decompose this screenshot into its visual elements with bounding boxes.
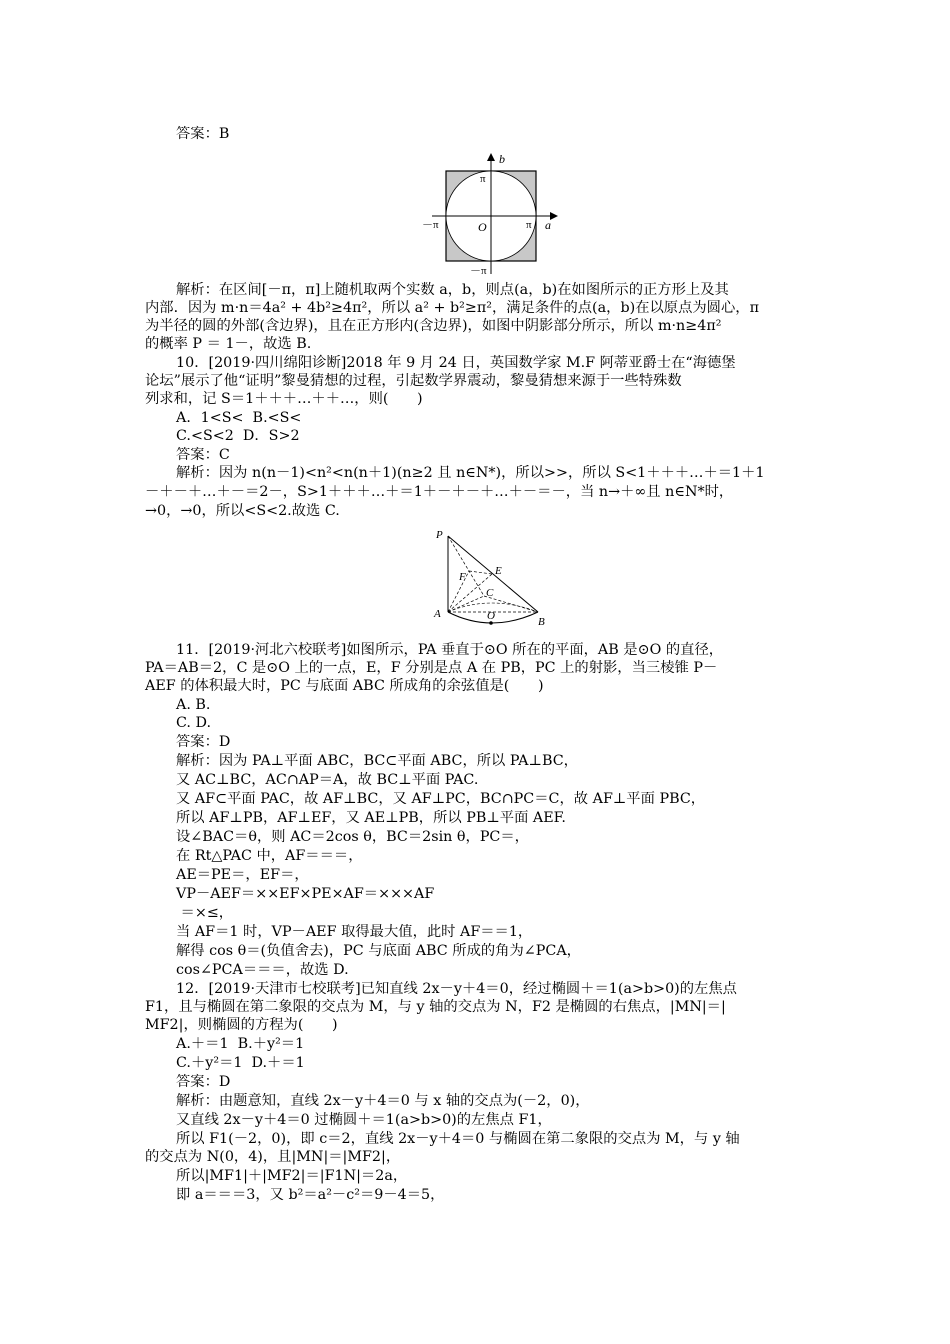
text-line-content: 所以|MF1|＋|MF2|＝|F1N|＝2a， — [176, 1168, 408, 1184]
text-line — [0, 125, 950, 143]
text-line — [0, 299, 950, 317]
text-line — [0, 317, 950, 335]
text-line — [0, 641, 950, 659]
label-A: A — [434, 608, 441, 620]
text-line — [0, 980, 950, 998]
text-line — [0, 281, 950, 299]
text-line — [0, 1186, 950, 1204]
text-line-content: cos∠PCA＝＝＝，故选 D. — [176, 962, 349, 978]
text-line — [0, 1073, 950, 1091]
text-line — [0, 1167, 950, 1185]
text-line-content: 11．[2019·河北六校联考]如图所示，PA 垂直于⊙O 所在的平面，AB 是⊙O 的直径， — [176, 642, 724, 658]
text-line-content: 为半径的圆的外部(含边界)，且在正方形内(含边界)，如图中阴影部分所示，所以 m·n≥4π² — [145, 318, 722, 334]
text-line-content: MF2|，则椭圆的方程为( ) — [145, 1017, 338, 1033]
text-line — [0, 502, 950, 520]
neg-pi-left-label: －π — [422, 219, 439, 231]
text-line-content: F1，且与椭圆在第二象限的交点为 M，与 y 轴的交点为 N，F2 是椭圆的右焦点，|MN|＝| — [145, 999, 726, 1015]
pi-right-label: π — [526, 219, 532, 231]
text-line — [0, 733, 950, 751]
text-line — [0, 790, 950, 808]
text-line — [0, 335, 950, 353]
text-line — [0, 354, 950, 372]
text-line — [0, 446, 950, 464]
text-line — [0, 696, 950, 714]
text-line-content: AE＝PE＝，EF＝， — [176, 867, 309, 883]
a-axis-label: a — [545, 218, 551, 232]
text-line — [0, 1130, 950, 1148]
text-line-content: 解析：因为 n(n－1)<n²<n(n＋1)(n≥2 且 n∈N*)，所以>>，所以 S<1＋＋＋…＋＝1＋1 — [176, 465, 765, 481]
a-axis-arrow — [550, 212, 558, 220]
text-line — [0, 904, 950, 922]
label-C: C — [486, 587, 494, 599]
text-line — [0, 998, 950, 1016]
text-line — [0, 923, 950, 941]
text-line-content: PA＝AB＝2，C 是⊙O 上的一点，E，F 分别是点 A 在 PB，PC 上的射影，当三棱锥 P－ — [145, 660, 718, 676]
text-line-content: 所以 F1(－2，0)，即 c＝2，直线 2x－y＋4＝0 与椭圆在第二象限的交点为 M，与 y 轴 — [176, 1131, 740, 1147]
text-line — [0, 372, 950, 390]
label-B: B — [538, 616, 545, 628]
text-line-content: 解析：在区间[－π，π]上随机取两个实数 a，b，则点(a，b)在如图所示的正方形上及其 — [176, 282, 729, 298]
b-axis-label: b — [499, 152, 505, 166]
label-E: E — [495, 565, 502, 577]
text-line-content: 内部．因为 m·n＝4a² + 4b²≥4π²，所以 a² + b²≥π²，满足条件的点(a，b)在以原点为圆心，π — [145, 300, 759, 316]
text-line — [0, 847, 950, 865]
text-line-content: 又 AF⊂平面 PAC，故 AF⊥BC，又 AF⊥PC，BC∩PC＝C，故 AF⊥平面 PBC， — [176, 791, 706, 807]
text-line-content: 12．[2019·天津市七校联考]已知直线 2x－y＋4＝0，经过椭圆＋＝1(a>b>0)的左焦点 — [176, 981, 737, 997]
text-line — [0, 942, 950, 960]
text-line — [0, 714, 950, 732]
text-line-content: 答案：C — [176, 447, 230, 463]
text-line-content: 设∠BAC＝θ，则 AC＝2cos θ，BC＝2sin θ，PC＝， — [176, 829, 529, 845]
text-line-content: 解析：因为 PA⊥平面 ABC，BC⊂平面 ABC，所以 PA⊥BC， — [176, 753, 578, 769]
text-line-content: A．1<S< B.<S< — [176, 410, 302, 426]
text-line — [0, 1016, 950, 1034]
text-line-content: 又 AC⊥BC，AC∩AP＝A，故 BC⊥平面 PAC. — [176, 772, 479, 788]
text-line-content: AEF 的体积最大时，PC 与底面 ABC 所成角的余弦值是( ) — [145, 678, 544, 694]
text-line-content: 答案：D — [176, 734, 231, 750]
text-line-content: →0，→0，所以<S<2.故选 C. — [145, 503, 340, 519]
text-line-content: 10．[2019·四川绵阳诊断]2018 年 9 月 24 日，英国数学家 M.F 阿蒂亚爵士在“海德堡 — [176, 355, 736, 371]
text-line-content: ＝×≤， — [176, 905, 234, 921]
text-line — [0, 771, 950, 789]
edge-PC — [448, 536, 484, 596]
text-line — [0, 1035, 950, 1053]
text-line-content: 答案：B — [176, 126, 230, 142]
text-line-content: 解得 cos θ＝(负值舍去)，PC 与底面 ABC 所成的角为∠PCA， — [176, 943, 581, 959]
label-O: O — [487, 610, 495, 622]
text-line — [0, 885, 950, 903]
label-P: P — [436, 529, 443, 541]
segment-EF — [469, 571, 492, 574]
text-line — [0, 752, 950, 770]
text-line-content: 又直线 2x－y＋4＝0 过椭圆＋＝1(a>b>0)的左焦点 F1， — [176, 1112, 552, 1128]
text-line-content: 答案：D — [176, 1074, 231, 1090]
text-line — [0, 809, 950, 827]
text-line-content: C.＋y²＝1 D.＋＝1 — [176, 1055, 305, 1071]
text-line-content: 所以 AF⊥PB，AF⊥EF，又 AE⊥PB，所以 PB⊥平面 AEF. — [176, 810, 566, 826]
text-line — [0, 427, 950, 445]
label-F: F — [459, 571, 466, 583]
text-line — [0, 828, 950, 846]
text-line — [0, 464, 950, 482]
text-line — [0, 390, 950, 408]
text-line-content: C.<S<2 D．S>2 — [176, 428, 300, 444]
origin-label: O — [478, 220, 487, 234]
text-line-content: 即 a＝＝＝3，又 b²＝a²－c²＝9－4＝5， — [176, 1187, 445, 1203]
square-circle-figure — [420, 152, 560, 278]
text-line-content: 解析：由题意知，直线 2x－y＋4＝0 与 x 轴的交点为(－2，0)， — [176, 1093, 590, 1109]
text-line-content: 在 Rt△PAC 中，AF＝＝＝， — [176, 848, 363, 864]
text-line-content: C. D. — [176, 715, 212, 731]
text-line-content: 列求和，记 S＝1＋＋＋…＋＋…，则( ) — [145, 391, 423, 407]
pi-top-label: π — [480, 173, 486, 185]
text-line — [0, 1092, 950, 1110]
text-line — [0, 659, 950, 677]
pyramid-figure — [428, 524, 550, 634]
text-line — [0, 677, 950, 695]
text-line — [0, 1148, 950, 1166]
text-line — [0, 483, 950, 501]
text-line — [0, 961, 950, 979]
text-line — [0, 1111, 950, 1129]
text-line-content: VP－AEF＝××EF×PE×AF＝×××AF — [176, 886, 435, 902]
b-axis-arrow — [487, 153, 495, 161]
text-line-content: 的交点为 N(0，4)，且|MN|＝|MF2|， — [145, 1149, 401, 1165]
text-line-content: 论坛”展示了他“证明”黎曼猜想的过程，引起数学界震动，黎曼猜想来源于一些特殊数 — [145, 373, 682, 389]
text-line — [0, 866, 950, 884]
text-line-content: 当 AF＝1 时，VP－AEF 取得最大值，此时 AF＝＝1， — [176, 924, 533, 940]
text-line — [0, 1054, 950, 1072]
text-line-content: －＋－＋…＋－＝2－，S>1＋＋＋…＋＝1＋－＋－＋…＋－＝－，当 n→＋∞且 n∈N*时， — [145, 484, 734, 500]
text-line-content: 的概率 P ＝ 1－，故选 B. — [145, 336, 312, 352]
text-line-content: A. B. — [176, 697, 211, 713]
neg-pi-bottom-label: －π — [470, 265, 487, 277]
text-line-content: A.＋＝1 B.＋y²＝1 — [176, 1036, 305, 1052]
text-line — [0, 409, 950, 427]
